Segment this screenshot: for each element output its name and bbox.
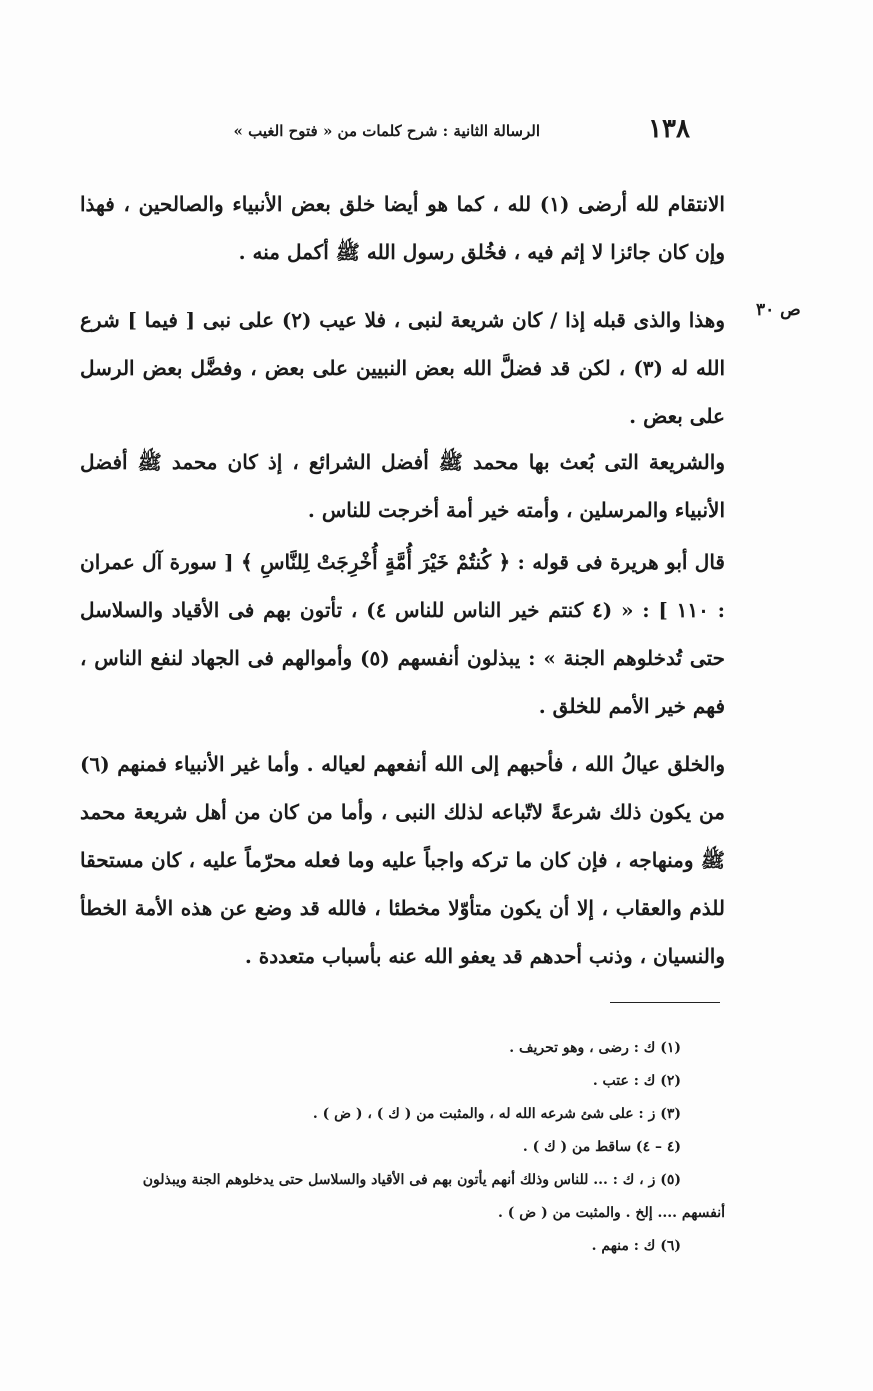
- page-header: [230, 114, 690, 152]
- paragraph-2: وهذا والذى قبله إذا / كان شريعة لنبى ، فلا عيب (٢) على نبى [ فيما ] شرع الله له (٣) ، لكن قد فضلَّ الله بعض النبيين على بعض ، وفضَّل بعض الرسل على بعض .: [80, 308, 725, 428]
- paragraph-1: الانتقام لله أرضى (١) لله ، كما هو أيضا خلق بعض الأنبياء والصالحين ، فهذا وإن كان جائزا لا إثم فيه ، فخُلق رسول الله ﷺ أكمل منه .: [80, 192, 725, 264]
- footnote-3: (٣) ز : على شئ شرعه الله له ، والمثبت من ( ك ) ، ( ض ) .: [312, 1106, 681, 1122]
- page-number: ١٣٨: [648, 114, 690, 144]
- footnote-1: (١) ك : رضى ، وهو تحريف .: [509, 1040, 681, 1056]
- running-head: الرسالة الثانية : شرح كلمات من « فتوح الغيب »: [233, 122, 540, 140]
- paragraph-4: قال أبو هريرة فى قوله : ﴿ كُنتُمْ خَيْرَ أُمَّةٍ أُخْرِجَتْ لِلنَّاسِ ﴾ [ سورة آل عمران : ١١٠ ] : « (٤ كنتم خير الناس للناس ٤) ، تأتون بهم فى الأقياد والسلاسل حتى تُدخلوهم الجنة » : يبذلون أنفسهم (٥) وأموالهم فى الجهاد لنفع الناس ، فهم خير الأمم للخلق .: [80, 550, 725, 718]
- footnote-5-continued: أنفسهم .... إلخ . والمثبت من ( ض ) .: [498, 1205, 725, 1221]
- footnotes: [80, 1032, 725, 1263]
- footnote-5: (٥) ز ، ك : ... للناس وذلك أنهم يأتون بهم فى الأقياد والسلاسل حتى يدخلوهم الجنة ويبذلون: [142, 1172, 681, 1188]
- footnote-4: (٤ – ٤) ساقط من ( ك ) .: [522, 1139, 681, 1155]
- paragraph-5: والخلق عيالُ الله ، فأحبهم إلى الله أنفعهم لعياله . وأما غير الأنبياء فمنهم (٦) من يكون ذلك شرعةً لاتّباعه لذلك النبى ، وأما من كان من أهل شريعة محمد ﷺ ومنهاجه ، فإن كان ما تركه واجباً عليه وما فعله محرّماً عليه ، كان مستحقا للذم والعقاب ، إلا أن يكون متأوّلا مخطئا ، فالله قد وضع عن هذه الأمة الخطأ والنسيان ، وذنب أحدهم قد يعفو الله عنه بأسباب متعددة .: [80, 752, 725, 968]
- margin-page-reference: ص ٣٠: [756, 300, 801, 320]
- paragraph-3: والشريعة التى بُعث بها محمد ﷺ أفضل الشرائع ، إذ كان محمد ﷺ أفضل الأنبياء والمرسلين ، وأمته خير أمة أخرجت للناس .: [80, 450, 725, 522]
- footnote-divider: [610, 1002, 720, 1003]
- footnote-6: (٦) ك : منهم .: [591, 1238, 681, 1254]
- footnote-2: (٢) ك : عتب .: [592, 1073, 681, 1089]
